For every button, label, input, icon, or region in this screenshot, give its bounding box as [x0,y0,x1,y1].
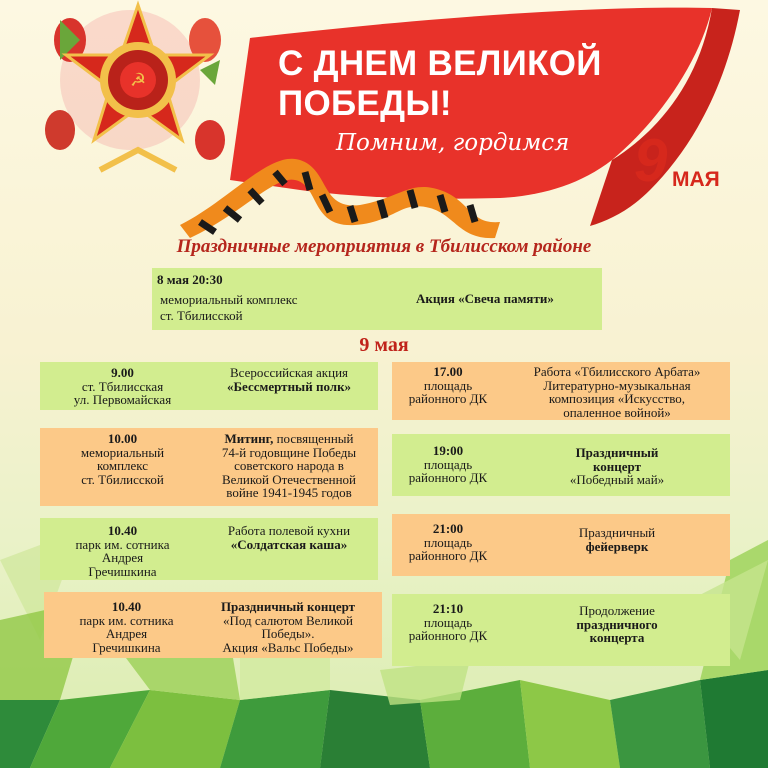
event-title: Митинг, посвященный 74-й годовщине Победы советского народа в Великой Отечественной войне 1941-1945 годов [221,431,357,500]
day-heading: 9 мая [359,334,409,356]
order-star-icon [45,5,225,170]
event-time: 8 мая 20:30 [157,272,223,287]
event-place: 17.00 площадь районного ДК [408,364,488,406]
event-place: 10.00 мемориальный комплекс ст. Тбилисской [80,431,165,487]
event-place: 21:00 площадь районного ДК [408,521,488,563]
slogan: Помним, гордимся [336,130,570,156]
event-card [392,594,730,666]
svg-text:☭: ☭ [130,70,147,91]
event-title: Праздничный фейерверк [578,525,656,554]
date-badge [622,127,752,194]
event-title: Праздничный концерт «Под салютом Великой Победы». Акция «Вальс Победы» [220,599,356,655]
event-place: 10.40 парк им. сотника Андрея Гречишкина [75,523,170,579]
subtitle: Праздничные мероприятия в Тбилисском районе [176,236,592,257]
title-line-1: С ДНЕМ ВЕЛИКОЙ [278,44,602,83]
date-number: 9 [634,127,668,194]
page-title [278,44,608,124]
event-title: Всероссийская акция «Бессмертный полк» [226,365,352,394]
event-place: 19:00 площадь районного ДК [408,443,488,485]
event-card [40,362,378,410]
event-card [44,592,382,658]
date-month: МАЯ [672,168,720,191]
title-line-2: ПОБЕДЫ! [278,84,452,123]
event-title: Работа «Тбилисского Арбата» Литературно-музыкальная композиция «Искусство, опаленное войной» [533,364,701,420]
event-title: Акция «Свеча памяти» [416,291,554,306]
event-place: 10.40 парк им. сотника Андрея Гречишкина [79,599,174,655]
event-title: Продолжение праздничного концерта [576,603,658,645]
event-card [40,428,378,506]
event-place: 9.00 ст. Тбилисская ул. Первомайская [73,365,172,407]
event-place: 21:10 площадь районного ДК [408,601,488,643]
event-card [392,362,730,420]
event-place: мемориальный комплекс ст. Тбилисской [160,292,298,323]
event-title: Праздничный концерт «Победный май» [569,445,665,487]
may8-card [152,268,602,330]
event-card [40,518,378,580]
event-title: Работа полевой кухни «Солдатская каша» [227,523,351,552]
event-card [392,514,730,576]
event-card [392,434,730,496]
